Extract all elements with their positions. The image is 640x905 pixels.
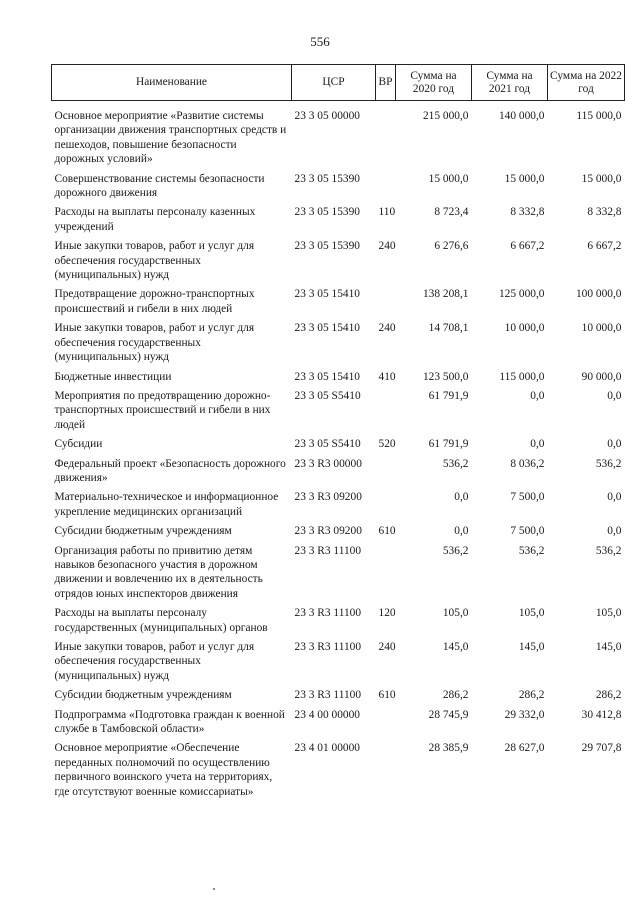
row-amount-2022: 536,2 (595, 544, 622, 557)
table-row (52, 387, 625, 435)
row-csr-code: 23 3 R3 11100 (294, 641, 362, 653)
row-vr-code (376, 455, 396, 489)
row-amount-2021: 28 627,0 (504, 742, 545, 755)
row-vr-code (376, 387, 396, 435)
row-amount-2022: 0,0 (607, 438, 622, 451)
row-csr-code: 23 3 05 S5410 (294, 438, 361, 451)
row-amount-2020: 6 276,6 (434, 240, 469, 253)
row-amount-2022: 6 667,2 (587, 240, 622, 253)
row-name: Расходы на выплаты персоналу государственных (муниципальных) органов (54, 607, 268, 634)
row-amount-2022: 536,2 (595, 457, 622, 470)
row-name: Мероприятия по предотвращению дорожно-транспортных происшествий и гибели в них людей (54, 389, 271, 431)
row-name: Иные закупки товаров, работ и услуг для обеспечения государственных (муниципальных) нужд (54, 322, 255, 364)
header-2021: Сумма на 2021 год (472, 65, 548, 101)
scan-speck (213, 888, 215, 890)
table-row (52, 706, 625, 740)
row-csr-code: 23 3 R3 11100 (294, 607, 362, 620)
budget-table (51, 64, 625, 802)
row-amount-2020: 286,2 (442, 689, 469, 702)
row-vr-code (376, 170, 396, 204)
row-csr-code: 23 4 00 00000 (294, 708, 360, 721)
table-row (52, 285, 625, 319)
row-amount-2021: 115 000,0 (499, 370, 545, 383)
row-vr-code (376, 739, 396, 802)
row-csr-code: 23 3 R3 00000 (294, 457, 362, 470)
row-csr-code: 23 3 05 15390 (294, 172, 360, 185)
row-amount-2021: 7 500,0 (510, 525, 545, 538)
header-2022: Сумма на 2022 год (548, 65, 625, 101)
table-row (52, 368, 625, 387)
row-amount-2020: 61 791,9 (428, 389, 469, 402)
table-row (52, 542, 625, 605)
row-amount-2022: 10 000,0 (581, 322, 622, 335)
row-amount-2022: 0,0 (607, 525, 622, 538)
row-vr-code (376, 107, 396, 170)
row-amount-2021: 10 000,0 (504, 322, 545, 335)
row-csr-code: 23 3 R3 11100 (294, 689, 362, 702)
row-amount-2020: 536,2 (442, 457, 469, 470)
row-amount-2020: 14 708,1 (428, 322, 469, 335)
row-amount-2021: 125 000,0 (498, 288, 545, 301)
row-csr-code: 23 3 05 15410 (294, 370, 360, 383)
table-row (52, 170, 625, 204)
row-name: Основное мероприятие «Развитие системы организации движения транспортных средств и пешеходов, повышение безопасности дорожных условий» (54, 110, 287, 166)
row-amount-2022: 90 000,0 (581, 370, 622, 383)
row-amount-2022: 145,0 (595, 641, 622, 653)
row-amount-2022: 29 707,8 (581, 742, 622, 755)
row-amount-2021: 7 500,0 (510, 491, 545, 504)
page-number: 556 (310, 34, 330, 49)
row-amount-2022: 15 000,0 (581, 172, 622, 185)
row-name: Подпрограмма «Подготовка граждан к военной службе в Тамбовской области» (54, 708, 285, 736)
row-amount-2022: 286,2 (595, 689, 622, 702)
row-amount-2022: 100 000,0 (575, 288, 622, 301)
row-vr-code (376, 706, 396, 740)
row-amount-2021: 8 332,8 (510, 206, 545, 219)
row-amount-2021: 0,0 (530, 438, 545, 451)
row-name: Совершенствование системы безопасности дорожного движения (54, 172, 265, 200)
row-amount-2020: 138 208,1 (422, 288, 469, 301)
row-amount-2020: 123 500,0 (422, 370, 469, 383)
row-amount-2022: 0,0 (607, 389, 622, 402)
table-row (52, 455, 625, 489)
header-name: Наименование (52, 65, 292, 101)
row-csr-code: 23 3 05 15390 (294, 206, 360, 219)
row-csr-code: 23 3 05 00000 (294, 110, 360, 122)
row-amount-2021: 0,0 (530, 389, 545, 402)
row-name: Бюджетные инвестиции (54, 370, 172, 383)
header-vr: ВР (376, 65, 396, 101)
row-amount-2020: 0,0 (454, 491, 469, 504)
row-amount-2021: 8 036,2 (510, 457, 545, 470)
row-amount-2022: 105,0 (595, 607, 622, 620)
row-name: Субсидии бюджетным учреждениям (54, 525, 232, 538)
row-amount-2020: 61 791,9 (428, 438, 469, 451)
row-name: Субсидии (54, 438, 103, 451)
row-csr-code: 23 3 05 15410 (294, 322, 360, 335)
row-amount-2022: 30 412,8 (581, 708, 622, 721)
row-vr-code: 240 (378, 322, 396, 335)
row-vr-code: 120 (378, 607, 396, 620)
table-row (52, 522, 625, 541)
row-vr-code: 240 (378, 641, 396, 653)
row-vr-code: 110 (378, 206, 396, 219)
header-2020: Сумма на 2020 год (396, 65, 472, 101)
table-row (52, 203, 625, 237)
row-name: Основное мероприятие «Обеспечение переданных полномочий по осуществлению первичного воинского учета на территориях, где отсутствуют военные комиссариаты» (54, 742, 273, 798)
row-vr-code: 410 (378, 370, 396, 383)
row-amount-2020: 0,0 (454, 525, 469, 538)
row-amount-2020: 8 723,4 (434, 206, 469, 219)
table-row (52, 604, 625, 638)
table-row (52, 319, 625, 367)
row-vr-code (376, 285, 396, 319)
table-row (52, 435, 625, 454)
row-amount-2022: 8 332,8 (587, 206, 622, 219)
row-csr-code: 23 3 05 S5410 (294, 389, 361, 402)
row-csr-code: 23 3 R3 09200 (294, 491, 362, 504)
table-body (52, 101, 625, 803)
row-csr-code: 23 3 05 15390 (294, 240, 360, 253)
row-name: Федеральный проект «Безопасность дорожного движения» (54, 457, 286, 484)
row-amount-2020: 105,0 (442, 607, 469, 620)
table-row (52, 638, 625, 686)
table-row (52, 237, 625, 285)
row-vr-code: 610 (378, 689, 396, 702)
row-amount-2021: 29 332,0 (504, 708, 545, 721)
row-amount-2022: 115 000,0 (576, 110, 622, 122)
row-csr-code: 23 4 01 00000 (294, 742, 360, 755)
row-name: Расходы на выплаты персоналу казенных учреждений (54, 206, 256, 233)
table-row (52, 488, 625, 522)
row-amount-2020: 15 000,0 (428, 172, 469, 185)
row-vr-code: 520 (378, 438, 396, 451)
row-name: Организация работы по привитию детям навыков безопасного участия в дорожном движении и вовлечению их в деятельность отрядов юных инспекторов движения (54, 544, 263, 600)
row-amount-2020: 536,2 (442, 544, 469, 557)
row-csr-code: 23 3 R3 09200 (294, 525, 362, 538)
row-vr-code (376, 488, 396, 522)
row-vr-code (376, 542, 396, 605)
header-csr: ЦСР (292, 65, 376, 101)
row-csr-code: 23 3 05 15410 (294, 288, 360, 301)
row-vr-code: 240 (378, 240, 396, 253)
row-name: Иные закупки товаров, работ и услуг для обеспечения государственных (муниципальных) нужд (54, 641, 255, 682)
row-amount-2021: 536,2 (518, 544, 545, 557)
row-amount-2020: 28 745,9 (428, 708, 469, 721)
table-row (52, 686, 625, 705)
row-amount-2021: 286,2 (518, 689, 545, 702)
row-amount-2020: 215 000,0 (422, 110, 469, 122)
row-name: Субсидии бюджетным учреждениям (54, 689, 232, 702)
row-amount-2021: 6 667,2 (510, 240, 545, 253)
row-amount-2021: 145,0 (518, 641, 545, 653)
row-vr-code: 610 (378, 525, 396, 538)
row-csr-code: 23 3 R3 11100 (294, 544, 362, 557)
row-amount-2020: 28 385,9 (428, 742, 469, 755)
row-amount-2021: 105,0 (518, 607, 545, 620)
row-amount-2022: 0,0 (607, 491, 622, 504)
table-header-row (52, 65, 625, 101)
row-name: Материально-техническое и информационное укрепление медицинских организаций (54, 491, 279, 518)
row-amount-2021: 140 000,0 (498, 110, 545, 122)
table-row (52, 107, 625, 170)
row-name: Иные закупки товаров, работ и услуг для обеспечения государственных (муниципальных) нужд (54, 240, 255, 282)
row-name: Предотвращение дорожно-транспортных происшествий и гибели в них людей (54, 288, 255, 315)
row-amount-2021: 15 000,0 (504, 172, 545, 185)
table-row (52, 739, 625, 802)
row-amount-2020: 145,0 (442, 641, 469, 653)
